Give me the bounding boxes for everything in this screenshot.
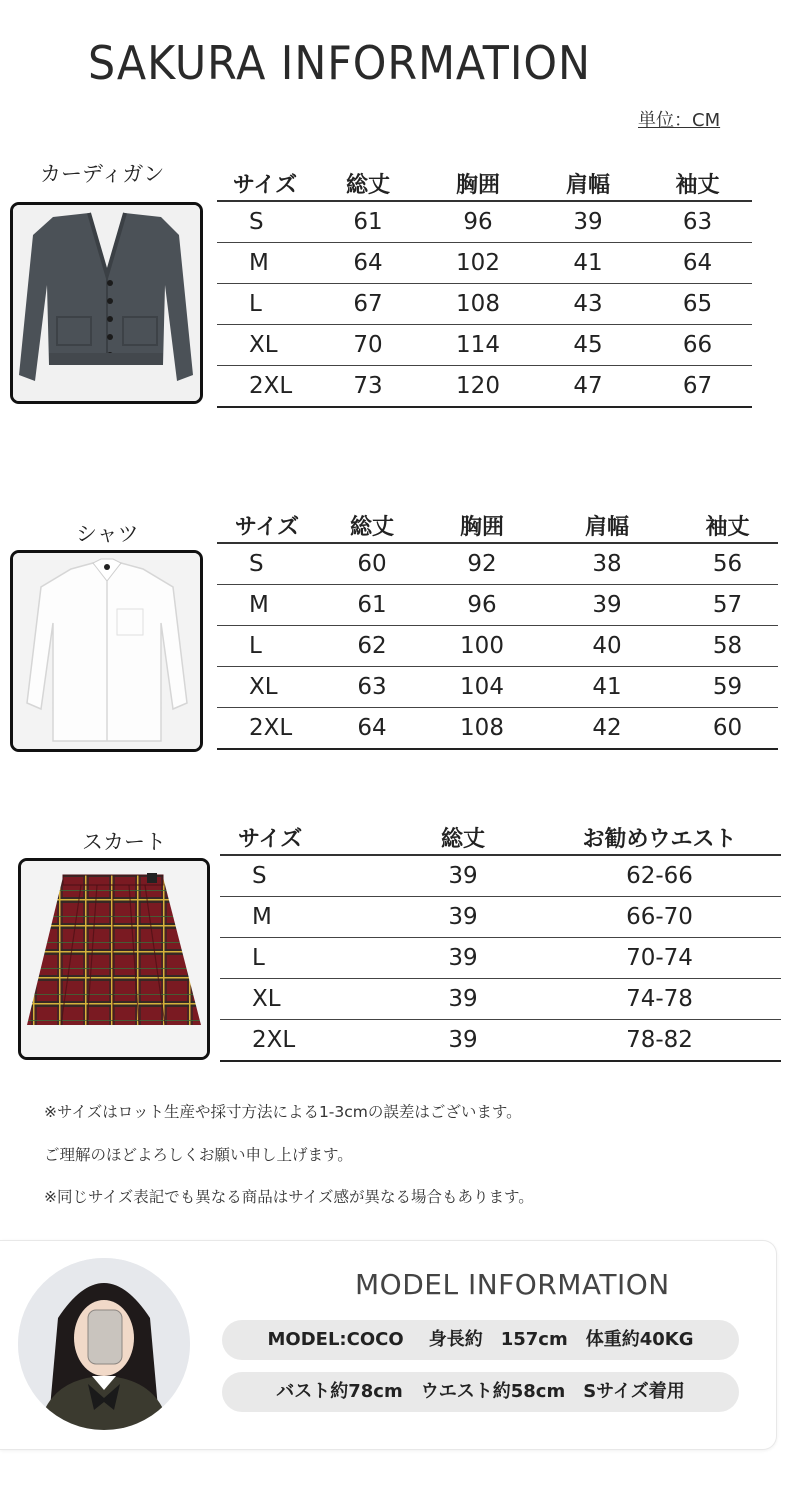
measurement-cell: 42 bbox=[537, 708, 677, 750]
unit-label: 単位：CM bbox=[638, 110, 721, 131]
measurement-cell: 40 bbox=[537, 626, 677, 667]
note-1: ※サイズはロット生産や採寸方法による1-3cmの誤差はございます。 bbox=[44, 1103, 522, 1121]
table-row bbox=[217, 667, 778, 708]
col-header: 袖丈 bbox=[643, 166, 752, 201]
measurement-cell: 45 bbox=[533, 325, 643, 366]
shirt-label: シャツ bbox=[76, 522, 139, 546]
measurement-cell: 62-66 bbox=[538, 855, 781, 897]
col-header: 総丈 bbox=[317, 508, 427, 543]
measurement-cell: 104 bbox=[427, 667, 537, 708]
size-cell: 2XL bbox=[217, 708, 317, 750]
measurement-cell: 47 bbox=[533, 366, 643, 408]
measurement-cell: 114 bbox=[423, 325, 533, 366]
measurement-cell: 56 bbox=[677, 543, 778, 585]
size-cell: L bbox=[217, 284, 313, 325]
cardigan-size-table bbox=[217, 166, 752, 408]
measurement-cell: 39 bbox=[537, 585, 677, 626]
measurement-cell: 70-74 bbox=[538, 938, 781, 979]
col-header: 肩幅 bbox=[537, 508, 677, 543]
measurement-cell: 57 bbox=[677, 585, 778, 626]
measurement-cell: 60 bbox=[677, 708, 778, 750]
cardigan-label: カーディガン bbox=[40, 162, 165, 186]
size-cell: 2XL bbox=[220, 1020, 388, 1062]
measurement-cell: 67 bbox=[643, 366, 752, 408]
measurement-cell: 39 bbox=[388, 1020, 538, 1062]
table-row bbox=[217, 708, 778, 750]
measurement-cell: 61 bbox=[317, 585, 427, 626]
measurement-cell: 108 bbox=[427, 708, 537, 750]
measurement-cell: 66 bbox=[643, 325, 752, 366]
measurement-cell: 38 bbox=[537, 543, 677, 585]
table-row bbox=[220, 897, 781, 938]
table-row bbox=[217, 243, 752, 284]
table-row bbox=[217, 585, 778, 626]
measurement-cell: 39 bbox=[388, 979, 538, 1020]
measurement-cell: 108 bbox=[423, 284, 533, 325]
measurement-cell: 59 bbox=[677, 667, 778, 708]
table-row bbox=[220, 1020, 781, 1062]
col-header: サイズ bbox=[217, 508, 317, 543]
col-header: 胸囲 bbox=[423, 166, 533, 201]
measurement-cell: 39 bbox=[388, 855, 538, 897]
measurement-cell: 39 bbox=[388, 897, 538, 938]
model-info-line-1: MODEL:COCO 身長約 157cm 体重約40KG bbox=[222, 1320, 739, 1360]
shirt-photo bbox=[10, 550, 203, 752]
measurement-cell: 70 bbox=[313, 325, 423, 366]
table-row bbox=[217, 284, 752, 325]
size-cell: M bbox=[217, 585, 317, 626]
measurement-cell: 61 bbox=[313, 201, 423, 243]
col-header: 総丈 bbox=[313, 166, 423, 201]
size-cell: XL bbox=[217, 325, 313, 366]
model-info-line-2: バスト約78cm ウエスト約58cm Sサイズ着用 bbox=[222, 1372, 739, 1412]
skirt-size-table bbox=[220, 820, 781, 1062]
col-header: サイズ bbox=[217, 166, 313, 201]
size-cell: M bbox=[217, 243, 313, 284]
measurement-cell: 92 bbox=[427, 543, 537, 585]
table-row bbox=[220, 855, 781, 897]
measurement-cell: 58 bbox=[677, 626, 778, 667]
size-cell: XL bbox=[217, 667, 317, 708]
measurement-cell: 64 bbox=[313, 243, 423, 284]
page-title: SAKURA INFORMATION bbox=[88, 36, 591, 90]
measurement-cell: 66-70 bbox=[538, 897, 781, 938]
col-header: 袖丈 bbox=[677, 508, 778, 543]
measurement-cell: 78-82 bbox=[538, 1020, 781, 1062]
size-cell: L bbox=[220, 938, 388, 979]
size-cell: M bbox=[220, 897, 388, 938]
measurement-cell: 120 bbox=[423, 366, 533, 408]
measurement-cell: 65 bbox=[643, 284, 752, 325]
note-2: ご理解のほどよろしくお願い申し上げます。 bbox=[44, 1146, 353, 1164]
measurement-cell: 100 bbox=[427, 626, 537, 667]
measurement-cell: 74-78 bbox=[538, 979, 781, 1020]
measurement-cell: 67 bbox=[313, 284, 423, 325]
measurement-cell: 39 bbox=[388, 938, 538, 979]
shirt-size-table bbox=[217, 508, 778, 750]
table-row bbox=[217, 366, 752, 408]
measurement-cell: 96 bbox=[427, 585, 537, 626]
model-title: MODEL INFORMATION bbox=[355, 1268, 670, 1301]
measurement-cell: 96 bbox=[423, 201, 533, 243]
size-cell: 2XL bbox=[217, 366, 313, 408]
measurement-cell: 41 bbox=[537, 667, 677, 708]
measurement-cell: 60 bbox=[317, 543, 427, 585]
measurement-cell: 62 bbox=[317, 626, 427, 667]
measurement-cell: 63 bbox=[643, 201, 752, 243]
col-header: 総丈 bbox=[388, 820, 538, 855]
size-cell: S bbox=[217, 201, 313, 243]
measurement-cell: 63 bbox=[317, 667, 427, 708]
skirt-label: スカート bbox=[82, 830, 166, 854]
col-header: お勧めウエスト bbox=[538, 820, 781, 855]
measurement-cell: 64 bbox=[317, 708, 427, 750]
model-avatar bbox=[18, 1258, 190, 1430]
col-header: 胸囲 bbox=[427, 508, 537, 543]
table-row bbox=[217, 626, 778, 667]
size-cell: XL bbox=[220, 979, 388, 1020]
measurement-cell: 43 bbox=[533, 284, 643, 325]
col-header: サイズ bbox=[220, 820, 388, 855]
measurement-cell: 102 bbox=[423, 243, 533, 284]
measurement-cell: 41 bbox=[533, 243, 643, 284]
size-cell: S bbox=[217, 543, 317, 585]
measurement-cell: 39 bbox=[533, 201, 643, 243]
table-row bbox=[217, 325, 752, 366]
cardigan-photo bbox=[10, 202, 203, 404]
measurement-cell: 64 bbox=[643, 243, 752, 284]
size-cell: S bbox=[220, 855, 388, 897]
table-row bbox=[220, 938, 781, 979]
note-3: ※同じサイズ表記でも異なる商品はサイズ感が異なる場合もあります。 bbox=[44, 1188, 534, 1206]
table-row bbox=[217, 543, 778, 585]
table-row bbox=[217, 201, 752, 243]
measurement-cell: 73 bbox=[313, 366, 423, 408]
size-cell: L bbox=[217, 626, 317, 667]
col-header: 肩幅 bbox=[533, 166, 643, 201]
table-row bbox=[220, 979, 781, 1020]
skirt-photo bbox=[18, 858, 210, 1060]
